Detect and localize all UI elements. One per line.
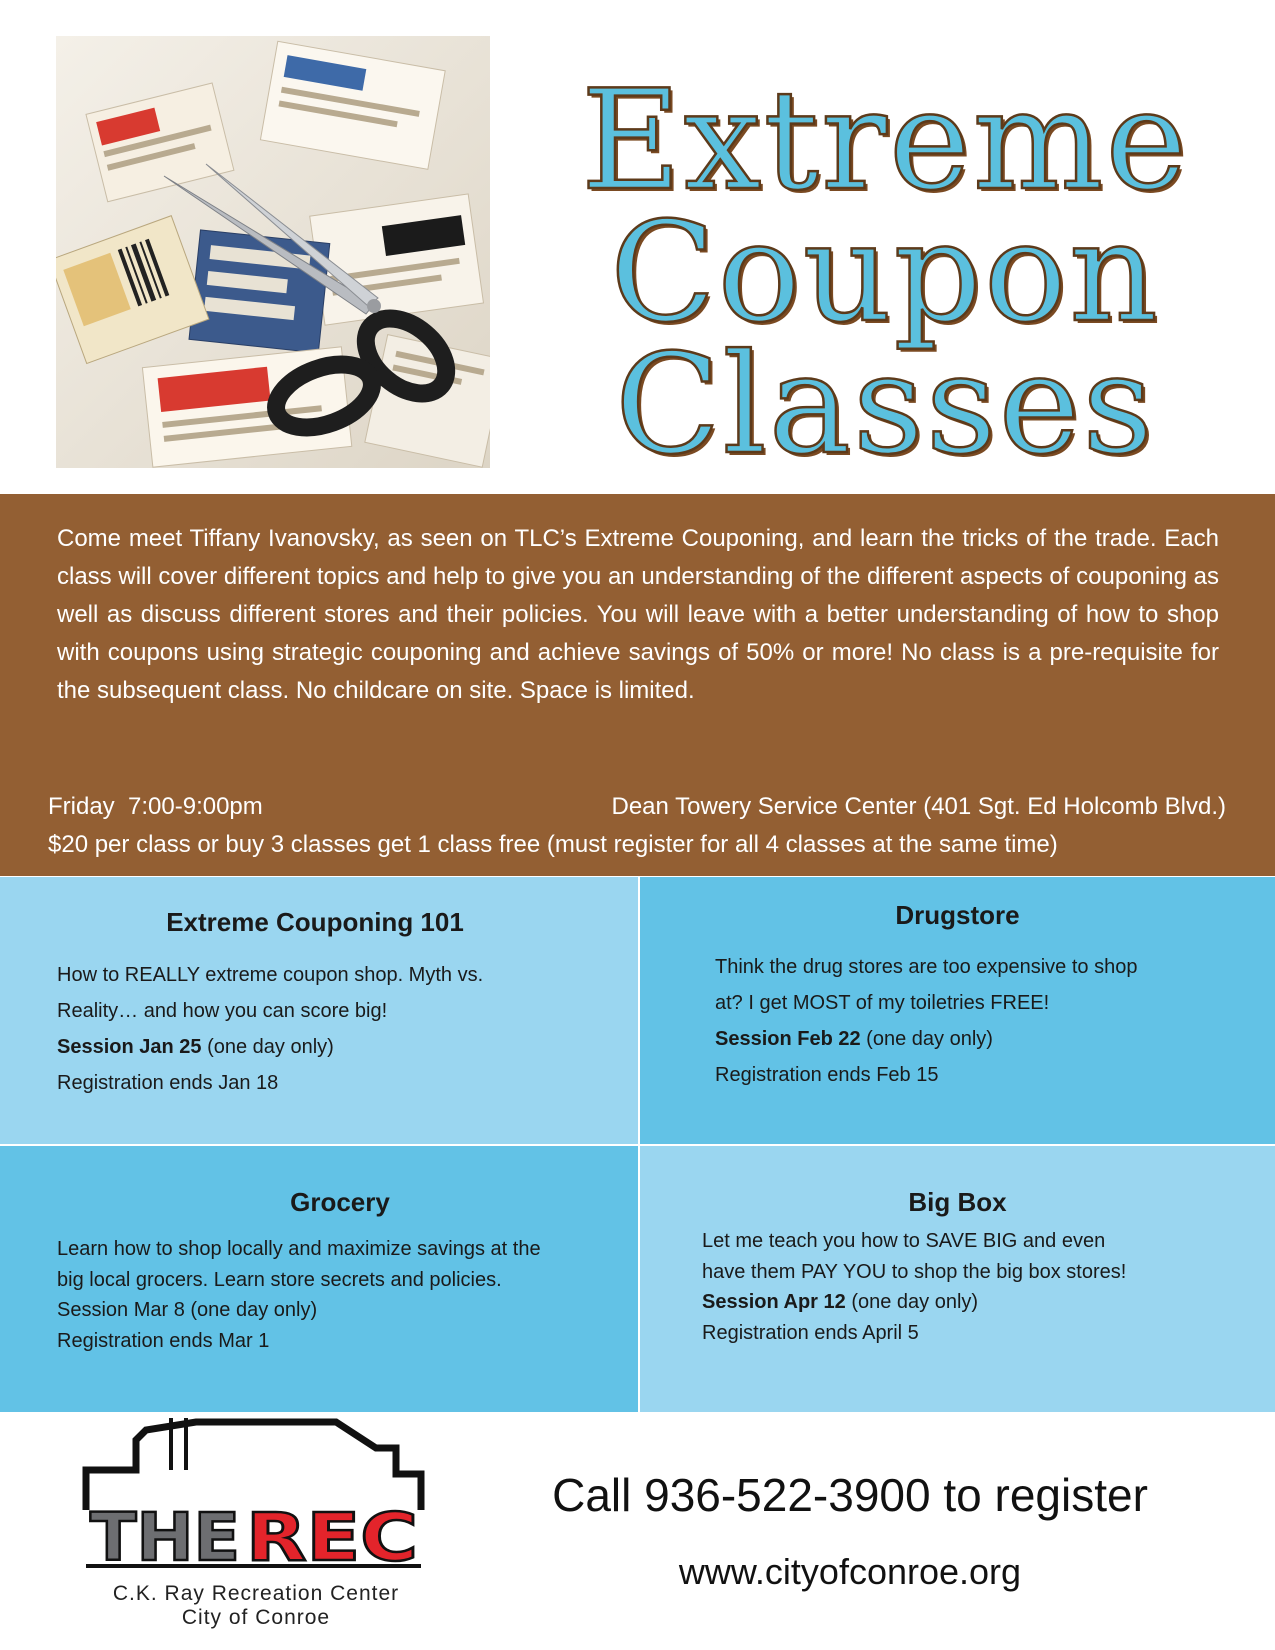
- class-description-line: have them PAY YOU to shop the big box stores!: [702, 1260, 1127, 1283]
- class-description-line: Reality… and how you can score big!: [57, 1000, 388, 1022]
- session-note: (one day only): [860, 1028, 993, 1050]
- class-heading: Grocery: [290, 1187, 390, 1217]
- title-line-classes: Classes: [614, 324, 1156, 485]
- rec-center-building-icon: [76, 1418, 436, 1578]
- logo-caption-city: City of Conroe: [181, 1606, 331, 1629]
- class-panel-drugstore: [640, 877, 1275, 1144]
- class-registration: Registration ends Mar 1: [57, 1329, 270, 1352]
- class-description-line: Let me teach you how to SAVE BIG and even: [702, 1230, 1106, 1252]
- logo-word-rec: REC: [246, 1499, 418, 1576]
- class-registration: Registration ends Feb 15: [715, 1064, 939, 1086]
- class-registration: Registration ends April 5: [702, 1321, 919, 1344]
- day-time: Friday 7:00-9:00pm: [48, 793, 263, 820]
- class-description-line: How to REALLY extreme coupon shop. Myth vs.: [57, 964, 484, 986]
- intro-band: [0, 494, 1275, 876]
- class-body: [57, 957, 617, 1101]
- flyer-title: [515, 60, 1255, 485]
- title-line-extreme: Extreme: [580, 60, 1190, 221]
- class-description-line: big local grocers. Learn store secrets and policies.: [57, 1268, 502, 1291]
- class-body: [715, 949, 1255, 1093]
- pricing: $20 per class or buy 3 classes get 1 class free (must register for all 4 classes at the same time): [48, 831, 1058, 858]
- class-session: [702, 1287, 1262, 1318]
- intro-paragraph: Come meet Tiffany Ivanovsky, as seen on TLC’s Extreme Couponing, and learn the tricks of the trade. Each class will cover different topics and help to give you an understanding of the different aspects of couponing as well as discuss different stores and their policies. You will leave with a better understanding of how to shop with coupons using strategic couponing and achieve savings of 50% or more! No class is a pre-requisite for the subsequent class. No childcare on site. Space is limited.: [57, 525, 1219, 704]
- class-description-line: Learn how to shop locally and maximize savings at the: [57, 1238, 541, 1260]
- register-phone: Call 936-522-3900 to register: [552, 1469, 1148, 1521]
- coupons-and-scissors-icon: [56, 36, 490, 468]
- class-panel-couponing-101: [0, 877, 638, 1144]
- logo-word-the: THE: [90, 1499, 240, 1576]
- class-heading: Big Box: [908, 1187, 1007, 1217]
- class-description-line: Think the drug stores are too expensive to shop: [715, 956, 1138, 978]
- logo-caption-center: C.K. Ray Recreation Center: [112, 1582, 400, 1605]
- class-body: [57, 1234, 627, 1356]
- the-rec-logo: [76, 1418, 436, 1634]
- title-line-coupon: Coupon: [610, 192, 1160, 353]
- website-link[interactable]: www.cityofconroe.org: [678, 1551, 1022, 1592]
- class-session: [715, 1021, 1255, 1057]
- coupons-scissors-photo: [56, 36, 490, 468]
- session-date: Session Jan 25: [57, 1036, 202, 1058]
- class-panel-grocery: [0, 1146, 638, 1412]
- class-heading: Extreme Couponing 101: [166, 907, 464, 937]
- class-registration: Registration ends Jan 18: [57, 1072, 279, 1094]
- class-session: [57, 1029, 617, 1065]
- class-description-line: at? I get MOST of my toiletries FREE!: [715, 992, 1050, 1014]
- schedule-row: [48, 788, 1226, 826]
- class-heading: Drugstore: [895, 900, 1020, 930]
- session-date: Session Feb 22: [715, 1028, 861, 1050]
- class-session: Session Mar 8 (one day only): [57, 1299, 318, 1321]
- session-note: (one day only): [201, 1036, 334, 1058]
- class-body: [702, 1226, 1262, 1348]
- class-panel-big-box: [640, 1146, 1275, 1412]
- session-note: (one day only): [845, 1291, 979, 1313]
- session-date: Session Apr 12: [702, 1291, 846, 1313]
- venue: Dean Towery Service Center (401 Sgt. Ed Holcomb Blvd.): [611, 793, 1226, 820]
